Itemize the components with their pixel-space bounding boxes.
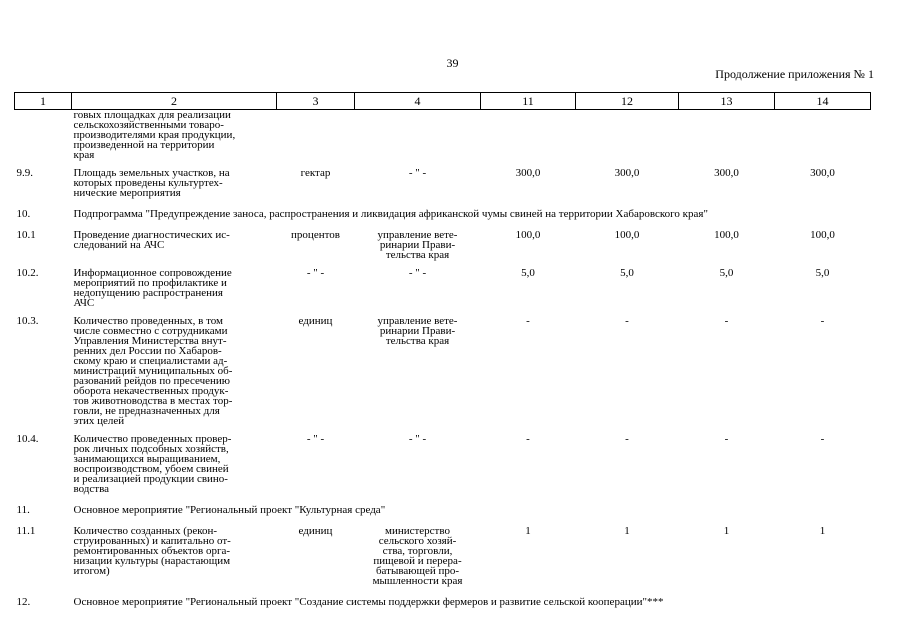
value-col-14: 100,0 <box>810 229 835 241</box>
row-description: Площадь земельных участков, на которых проведены культуртех- нические мероприятия <box>73 167 230 199</box>
table-row <box>15 164 871 202</box>
value-col-12: 300,0 <box>614 167 640 179</box>
row-number: 10.4. <box>16 433 39 445</box>
value-col-14: 1 <box>819 525 826 537</box>
value-col-12: - <box>625 433 629 445</box>
section-row <box>15 202 871 226</box>
row-description: Проведение диагностических ис- следований на АЧС <box>73 229 230 251</box>
row-unit: - " - <box>306 267 325 279</box>
header-cell: 4 <box>355 93 481 110</box>
row-unit: процентов <box>291 229 340 241</box>
value-col-11: - <box>526 433 530 445</box>
header-cell: 13 <box>679 93 775 110</box>
header-cell: 12 <box>576 93 679 110</box>
row-unit: - " - <box>306 433 325 445</box>
row-unit: единиц <box>298 315 333 327</box>
value-col-13: 100,0 <box>714 229 739 241</box>
section-row <box>15 590 871 614</box>
row-responsible: - " - <box>408 167 427 179</box>
table-row <box>15 226 871 264</box>
table-header <box>15 93 871 110</box>
section-title: Основное мероприятие "Региональный проект "Культурная среда" <box>73 504 386 516</box>
indicators-table <box>14 92 871 614</box>
row-responsible: управление вете- ринарии Прави- тельства края <box>377 229 458 261</box>
header-cell: 14 <box>775 93 871 110</box>
row-responsible: министерство сельского хозяй- ства, торговли, пищевой и перера- батывающей про- мышленности края <box>372 525 463 587</box>
row-description: Количество проведенных, в том числе совместно с сотрудниками Управления Министерства внут- ренних дел России по Хабаров- скому краю и специалистами ад- министраций муниципальных об- разований рейдов по пресечению оборота некачественных продук- тов животноводства в местах тор- говли, не предназначенных для этих целей <box>73 315 233 427</box>
row-number: 9.9. <box>16 167 33 179</box>
value-col-13: 5,0 <box>719 267 734 279</box>
value-col-14: - <box>820 315 825 327</box>
row-responsible: - " - <box>408 433 427 445</box>
row-number: 10.2. <box>16 267 39 279</box>
value-col-12: 1 <box>624 525 630 537</box>
section-number: 11. <box>16 504 30 516</box>
header-row <box>15 93 871 110</box>
header-cell: 1 <box>15 93 72 110</box>
row-responsible: - " - <box>408 267 427 279</box>
section-number: 12. <box>16 596 31 608</box>
page-number: 39 <box>446 56 459 70</box>
table-row <box>15 430 871 498</box>
section-row <box>15 498 871 522</box>
row-unit: единиц <box>298 525 333 537</box>
table-row <box>15 264 871 312</box>
value-col-11: 300,0 <box>515 167 541 179</box>
value-col-11: 100,0 <box>515 229 541 241</box>
section-number: 10. <box>16 208 31 220</box>
row-description: Количество созданных (рекон- струированных) и капитально от- ремонтированных объектов орга- низации культуры (нарастающим итогом) <box>73 525 231 577</box>
value-col-11: - <box>526 315 530 327</box>
value-col-13: 300,0 <box>714 167 739 179</box>
row-description: Количество проведенных провер- рок личных подсобных хозяйств, занимающихся выращиванием, воспроизводством, убоем свиней и реализацией продукции свино- водства <box>73 433 232 495</box>
value-col-12: 100,0 <box>614 229 640 241</box>
table-row <box>15 110 871 165</box>
value-col-12: 5,0 <box>620 267 634 279</box>
row-number: 11.1 <box>16 525 36 537</box>
row-number: 10.1 <box>16 229 36 241</box>
value-col-11: 5,0 <box>521 267 535 279</box>
value-col-12: - <box>625 315 629 327</box>
header-cell: 11 <box>481 93 576 110</box>
value-col-11: 1 <box>525 525 531 537</box>
row-number: 10.3. <box>16 315 39 327</box>
value-col-14: - <box>820 433 825 445</box>
table-body <box>15 110 871 615</box>
row-responsible: управление вете- ринарии Прави- тельства края <box>377 315 458 347</box>
row-description: Информационное сопровождение мероприятий по профилактике и недопущению распространения АЧС <box>73 267 232 309</box>
value-col-14: 5,0 <box>815 267 830 279</box>
section-title: Основное мероприятие "Региональный проект "Создание системы поддержки фермеров и развитие сельской кооперации"*** <box>73 596 664 608</box>
value-col-13: 1 <box>723 525 730 537</box>
continued-description: говых площадках для реализации сельскохозяйственными товаро- производителями края продукции, произведенной на территории края <box>73 109 236 161</box>
value-col-13: - <box>724 433 729 445</box>
header-cell: 2 <box>72 93 277 110</box>
row-unit: гектар <box>300 167 331 179</box>
section-title: Подпрограмма "Предупреждение заноса, распространения и ликвидация африканской чумы свиней на территории Хабаровского края" <box>73 208 708 220</box>
table-row <box>15 522 871 590</box>
table-row <box>15 312 871 430</box>
header-cell: 3 <box>277 93 355 110</box>
value-col-14: 300,0 <box>810 167 835 179</box>
value-col-13: - <box>724 315 729 327</box>
continuation-caption: Продолжение приложения № 1 <box>715 67 874 81</box>
